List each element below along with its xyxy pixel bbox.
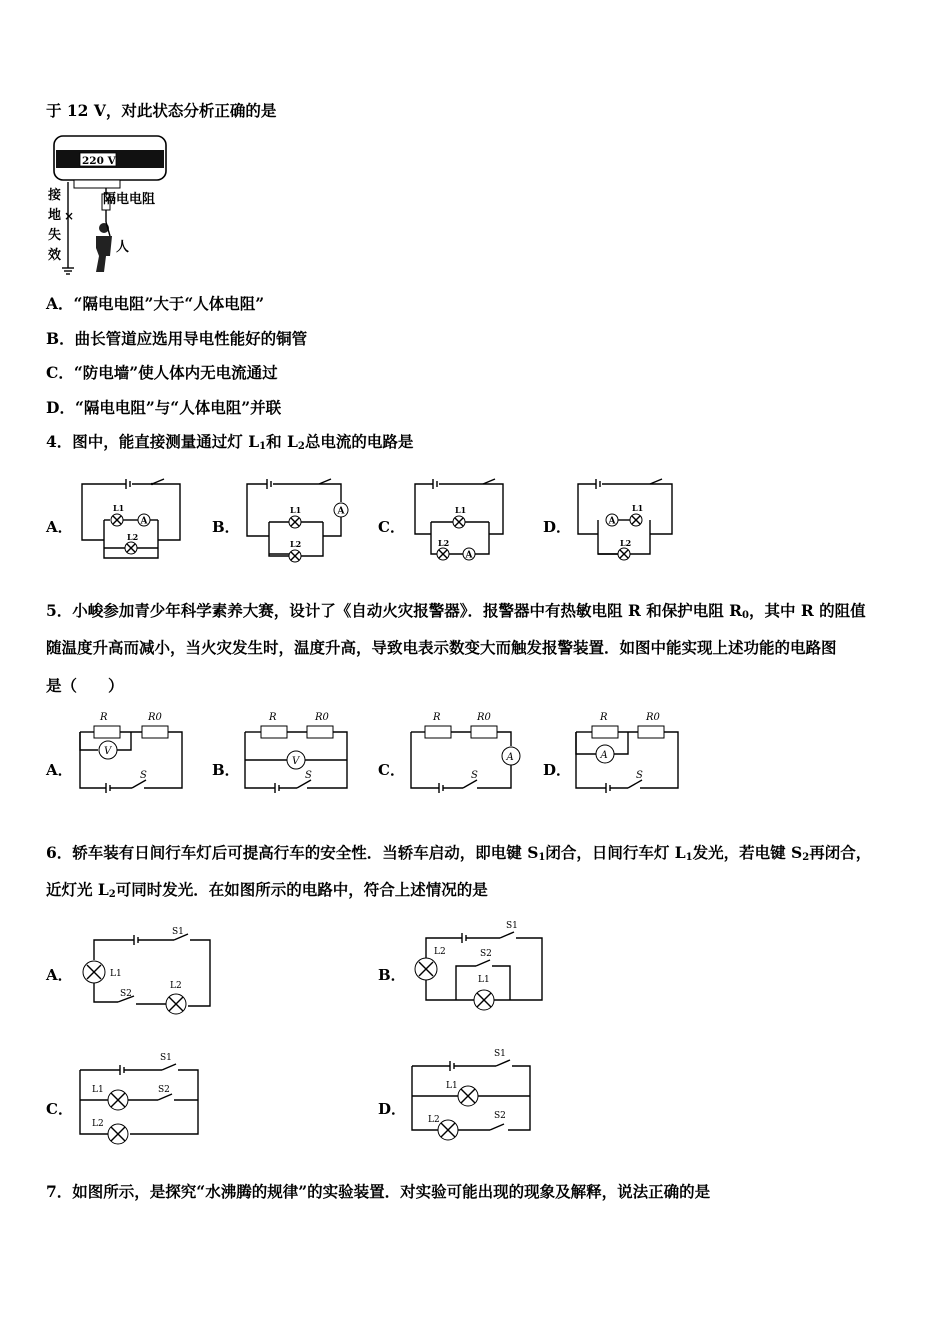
svg-text:A: A xyxy=(608,516,616,527)
svg-text:R: R xyxy=(100,712,108,723)
svg-text:A: A xyxy=(506,752,514,763)
q3-option-d[interactable]: D．“隔电电阻”与“人体电阻”并联 xyxy=(46,398,282,417)
q6-circuit-d[interactable] xyxy=(410,1042,536,1142)
svg-text:L2: L2 xyxy=(170,981,182,991)
ground-label-3: 失 xyxy=(48,228,62,243)
svg-text:L2: L2 xyxy=(92,1119,104,1129)
svg-text:R0: R0 xyxy=(477,712,491,723)
ground-label-1: 接 xyxy=(48,188,62,203)
svg-text:S2: S2 xyxy=(120,989,132,999)
svg-text:L1: L1 xyxy=(478,975,490,985)
svg-text:S1: S1 xyxy=(172,927,184,937)
q6-option-b[interactable]: B． xyxy=(378,966,406,984)
q4-option-d[interactable]: D． xyxy=(543,518,572,536)
q5-option-b[interactable]: B． xyxy=(212,761,240,779)
q5-option-d[interactable]: D． xyxy=(543,761,572,779)
q5-circuit-a[interactable] xyxy=(76,708,188,802)
person-label: 人 xyxy=(116,240,130,255)
q5-circuit-c[interactable] xyxy=(407,708,527,802)
q5-stem-line3: 是（ ） xyxy=(46,676,124,695)
q5-circuit-d[interactable] xyxy=(572,708,684,802)
q4-option-b[interactable]: B． xyxy=(212,518,240,536)
q6-stem-line1: 6．轿车装有日间行车灯后可提高行车的安全性．当轿车启动，即电键 $S_1$闭合，日间行车灯 $L_1$发光，若电键 $S_2$再闭合， xyxy=(46,843,872,863)
ground-label-2: 地 xyxy=(48,208,62,223)
svg-text:S: S xyxy=(636,770,643,781)
svg-text:L1: L1 xyxy=(446,1081,458,1091)
q3-option-a[interactable]: A．“隔电电阻”大于“人体电阻” xyxy=(46,294,265,313)
svg-text:V: V xyxy=(292,756,300,767)
svg-text:L2: L2 xyxy=(620,538,632,548)
q4-circuit-c[interactable] xyxy=(413,478,513,568)
svg-text:A: A xyxy=(140,516,148,527)
q6-circuit-b[interactable] xyxy=(410,916,546,1016)
svg-text:S1: S1 xyxy=(160,1053,172,1063)
svg-text:L1: L1 xyxy=(455,505,467,515)
q3-option-b[interactable]: B．曲长管道应选用导电性能好的铜管 xyxy=(46,329,308,348)
svg-text:R: R xyxy=(600,712,608,723)
svg-text:L1: L1 xyxy=(110,969,122,979)
q5-option-a[interactable]: A． xyxy=(46,761,73,779)
q6-circuit-a[interactable] xyxy=(78,920,214,1020)
svg-text:L1: L1 xyxy=(632,503,644,513)
resistor-label: 隔电电阻 xyxy=(103,192,156,207)
svg-text:L2: L2 xyxy=(428,1115,440,1125)
q6-option-d[interactable]: D． xyxy=(378,1100,407,1118)
q6-stem-line2: 近灯光 $L_2$可同时发光．在如图所示的电路中，符合上述情况的是 xyxy=(46,880,488,900)
svg-text:R0: R0 xyxy=(315,712,329,723)
svg-text:L1: L1 xyxy=(92,1085,104,1095)
q6-option-c[interactable]: C． xyxy=(46,1100,73,1118)
q4-circuit-b[interactable] xyxy=(245,478,355,568)
svg-text:L2: L2 xyxy=(434,947,446,957)
q6-option-a[interactable]: A． xyxy=(46,966,73,984)
q5-stem-line1: 5．小峻参加青少年科学素养大赛，设计了《自动火灾报警器》．报警器中有热敏电阻 R 和保护电阻 $R_0$，其中 R 的阻值 xyxy=(46,601,866,621)
voltage-label: 220 V xyxy=(82,155,116,167)
q3-option-c[interactable]: C．“防电墙”使人体内无电流通过 xyxy=(46,363,278,382)
svg-text:R0: R0 xyxy=(148,712,162,723)
svg-text:S2: S2 xyxy=(480,949,492,959)
svg-text:L1: L1 xyxy=(290,505,302,515)
q6-circuit-c[interactable] xyxy=(78,1046,208,1146)
svg-text:R0: R0 xyxy=(646,712,660,723)
q4-circuit-a[interactable] xyxy=(80,478,186,564)
svg-text:S: S xyxy=(471,770,478,781)
svg-text:L2: L2 xyxy=(127,532,139,542)
svg-text:S2: S2 xyxy=(494,1111,506,1121)
svg-text:S: S xyxy=(140,770,147,781)
svg-text:S: S xyxy=(305,770,312,781)
q4-option-c[interactable]: C． xyxy=(378,518,405,536)
svg-text:S1: S1 xyxy=(494,1049,506,1059)
svg-text:R: R xyxy=(433,712,441,723)
svg-text:R: R xyxy=(269,712,277,723)
svg-text:L2: L2 xyxy=(438,538,450,548)
ground-label-4: 效 xyxy=(48,248,62,263)
svg-text:S2: S2 xyxy=(158,1085,170,1095)
svg-text:×: × xyxy=(64,209,75,223)
svg-text:L2: L2 xyxy=(290,539,302,549)
q7-stem: 7．如图所示，是探究“水沸腾的规律”的实验装置．对实验可能出现的现象及解释，说法正确的是 xyxy=(46,1182,711,1201)
q5-stem-line2: 随温度升高而减小，当火灾发生时，温度升高，导致电表示数变大而触发报警装置．如图中能实现上述功能的电路图 xyxy=(46,638,837,657)
svg-text:L1: L1 xyxy=(113,503,125,513)
q4-stem: 4．图中，能直接测量通过灯 $L_1$和 $L_2$总电流的电路是 xyxy=(46,432,414,452)
q5-option-c[interactable]: C． xyxy=(378,761,405,779)
svg-text:A: A xyxy=(465,550,473,561)
svg-text:S1: S1 xyxy=(506,921,518,931)
q5-circuit-b[interactable] xyxy=(241,708,353,802)
q4-option-a[interactable]: A． xyxy=(46,518,73,536)
svg-text:A: A xyxy=(337,506,345,517)
svg-text:A: A xyxy=(600,750,608,761)
q3-stem-tail: 于 12 V，对此状态分析正确的是 xyxy=(46,101,277,120)
svg-text:V: V xyxy=(104,746,112,757)
q4-circuit-d[interactable] xyxy=(576,478,678,568)
